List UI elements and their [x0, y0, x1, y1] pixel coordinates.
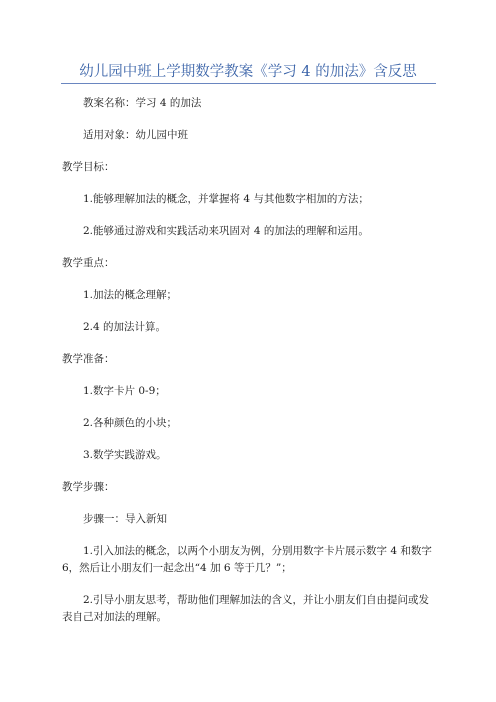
- objective-item: 1.能够理解加法的概念，并掌握将 4 与其他数字相加的方法；: [83, 193, 369, 205]
- title-divider: [61, 83, 436, 84]
- step-heading: 步骤一：导入新知: [83, 513, 167, 525]
- key-point-item: 1.加法的概念理解；: [83, 289, 178, 301]
- lesson-name-line: 教案名称：学习 4 的加法: [83, 97, 202, 109]
- section-heading-steps: 教学步骤：: [62, 481, 115, 493]
- key-point-item: 2.4 的加法计算。: [83, 321, 167, 333]
- section-heading-objectives: 教学目标：: [62, 161, 115, 173]
- preparation-item: 3.数学实践游戏。: [83, 449, 167, 461]
- audience-line: 适用对象：幼儿园中班: [83, 129, 188, 141]
- document-body: [62, 95, 438, 626]
- objective-item: 2.能够通过游戏和实践活动来巩固对 4 的加法的理解和运用。: [83, 225, 369, 237]
- step-item: 1.引入加法的概念，以两个小朋友为例，分别用数字卡片展示数字 4 和数字 6，然后让小朋友们一起念出“4 加 6 等于几？”；: [62, 545, 432, 574]
- section-heading-preparation: 教学准备：: [62, 353, 115, 365]
- document-title: 幼儿园中班上学期数学教案《学习 4 的加法》含反思: [79, 64, 417, 80]
- step-item: 2.引导小朋友思考，帮助他们理解加法的含义，并让小朋友们自由提问或发表自己对加法的理解。: [62, 594, 430, 623]
- section-heading-key-points: 教学重点：: [62, 257, 115, 269]
- preparation-item: 2.各种颜色的小块；: [83, 417, 178, 429]
- preparation-item: 1.数字卡片 0-9；: [83, 385, 166, 397]
